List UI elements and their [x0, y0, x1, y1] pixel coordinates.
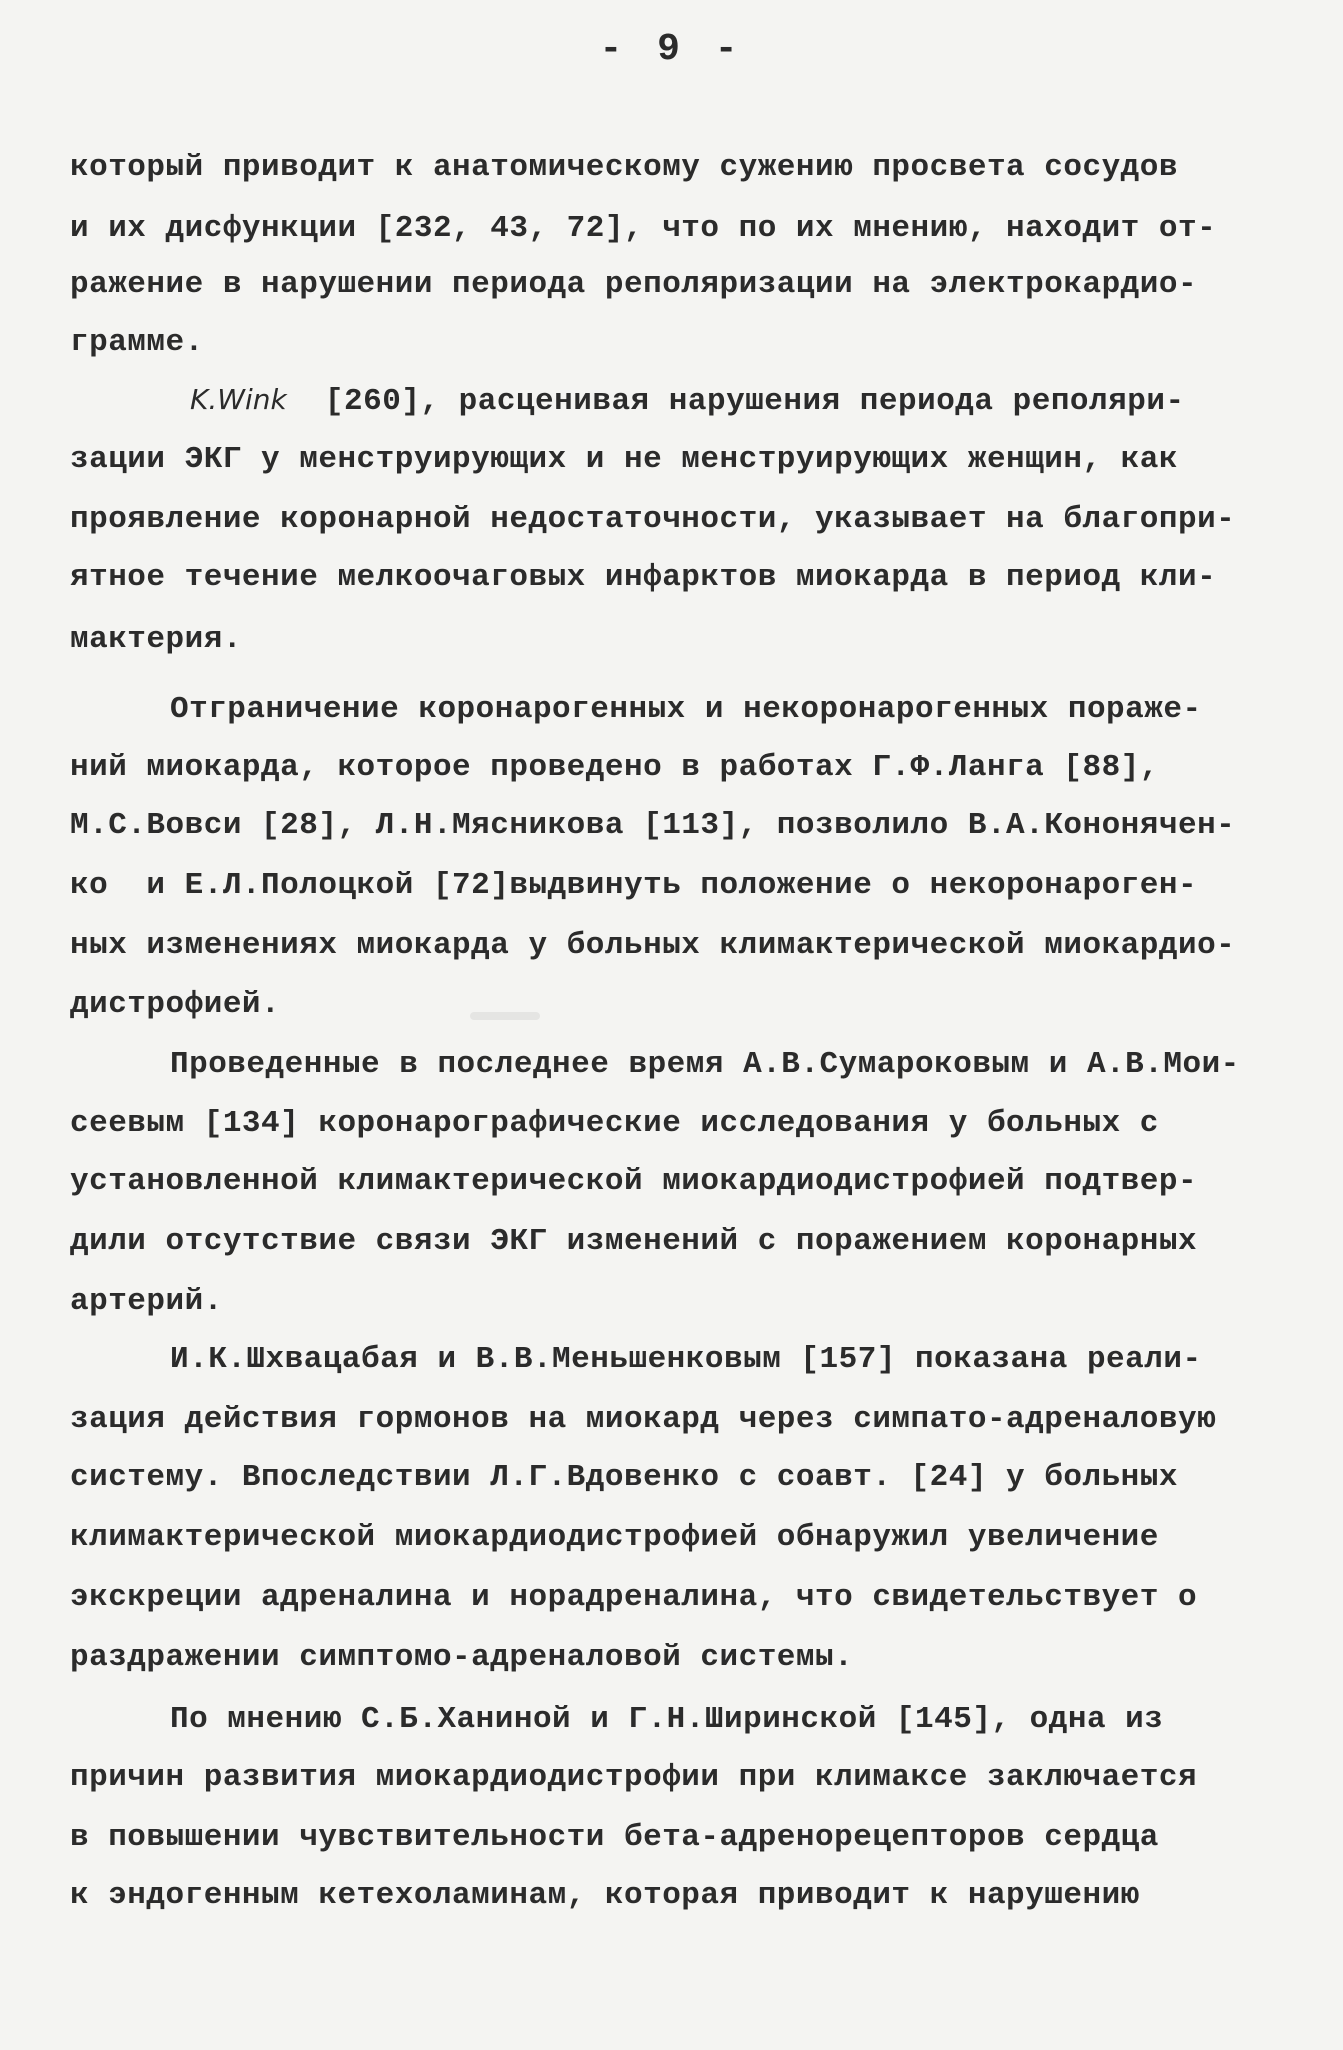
- text-line: к эндогенным кетехоламинам, которая приводит к нарушению: [70, 1878, 1140, 1913]
- text-line: проявление коронарной недостаточности, указывает на благопри-: [70, 502, 1236, 537]
- text-line: экскреции адреналина и норадреналина, что свидетельствует о: [70, 1580, 1198, 1615]
- paragraph-first-line: [190, 380, 1185, 422]
- text-line: ний миокарда, которое проведено в работах Г.Ф.Ланга [88],: [70, 750, 1159, 785]
- text-line: ятное течение мелкоочаговых инфарктов миокарда в период кли-: [70, 560, 1217, 595]
- text-line: По мнению С.Б.Ханиной и Г.Н.Ширинской [145], одна из: [170, 1702, 1164, 1737]
- text-line: причин развития миокардиодистрофии при климаксе заключается: [70, 1760, 1198, 1795]
- text-line: зации ЭКГ у менструирующих и не менструирующих женщин, как: [70, 442, 1178, 477]
- text-line: ражение в нарушении периода реполяризации на электрокардио-: [70, 267, 1198, 302]
- text-line: раздражении симптомо-адреналовой системы.: [70, 1640, 854, 1675]
- text-line: который приводит к анатомическому сужению просвета сосудов: [70, 150, 1178, 185]
- text-line: мактерия.: [70, 622, 242, 657]
- text-line: ных изменениях миокарда у больных климактерической миокардио-: [70, 928, 1236, 963]
- text-line: дистрофией.: [70, 987, 281, 1022]
- text-line: ко и Е.Л.Полоцкой [72]выдвинуть положение о некоронароген-: [70, 868, 1198, 903]
- text-line: грамме.: [70, 325, 204, 360]
- text-line: сеевым [134] коронарографические исследования у больных с: [70, 1106, 1159, 1141]
- text-fragment: [260], расценивая нарушения периода реполяри-: [324, 384, 1185, 419]
- text-line: зация действия гормонов на миокард через симпато-адреналовую: [70, 1402, 1217, 1437]
- text-line: установленной климактерической миокардиодистрофией подтвер-: [70, 1164, 1198, 1199]
- text-line: и их дисфункции [232, 43, 72], что по их мнению, находит от-: [70, 211, 1217, 246]
- text-line: климактерической миокардиодистрофией обнаружил увеличение: [70, 1520, 1159, 1555]
- text-line: дили отсутствие связи ЭКГ изменений с поражением коронарных: [70, 1224, 1198, 1259]
- text-line: в повышении чувствительности бета-адренорецепторов сердца: [70, 1820, 1159, 1855]
- text-line: артерий.: [70, 1284, 223, 1319]
- handwritten-author: K.Wink: [190, 383, 287, 416]
- text-line: М.С.Вовси [28], Л.Н.Мясникова [113], позволило В.А.Кононячен-: [70, 808, 1236, 843]
- page-number: - 9 -: [599, 28, 744, 71]
- text-line: систему. Впоследствии Л.Г.Вдовенко с соавт. [24] у больных: [70, 1460, 1178, 1495]
- scan-smudge: [470, 1012, 540, 1020]
- text-line: И.К.Шхвацабая и В.В.Меньшенковым [157] показана реали-: [170, 1342, 1202, 1377]
- text-line: Проведенные в последнее время А.В.Сумароковым и А.В.Мои-: [170, 1047, 1240, 1082]
- text-line: Отграничение коронарогенных и некоронарогенных пораже-: [170, 692, 1202, 727]
